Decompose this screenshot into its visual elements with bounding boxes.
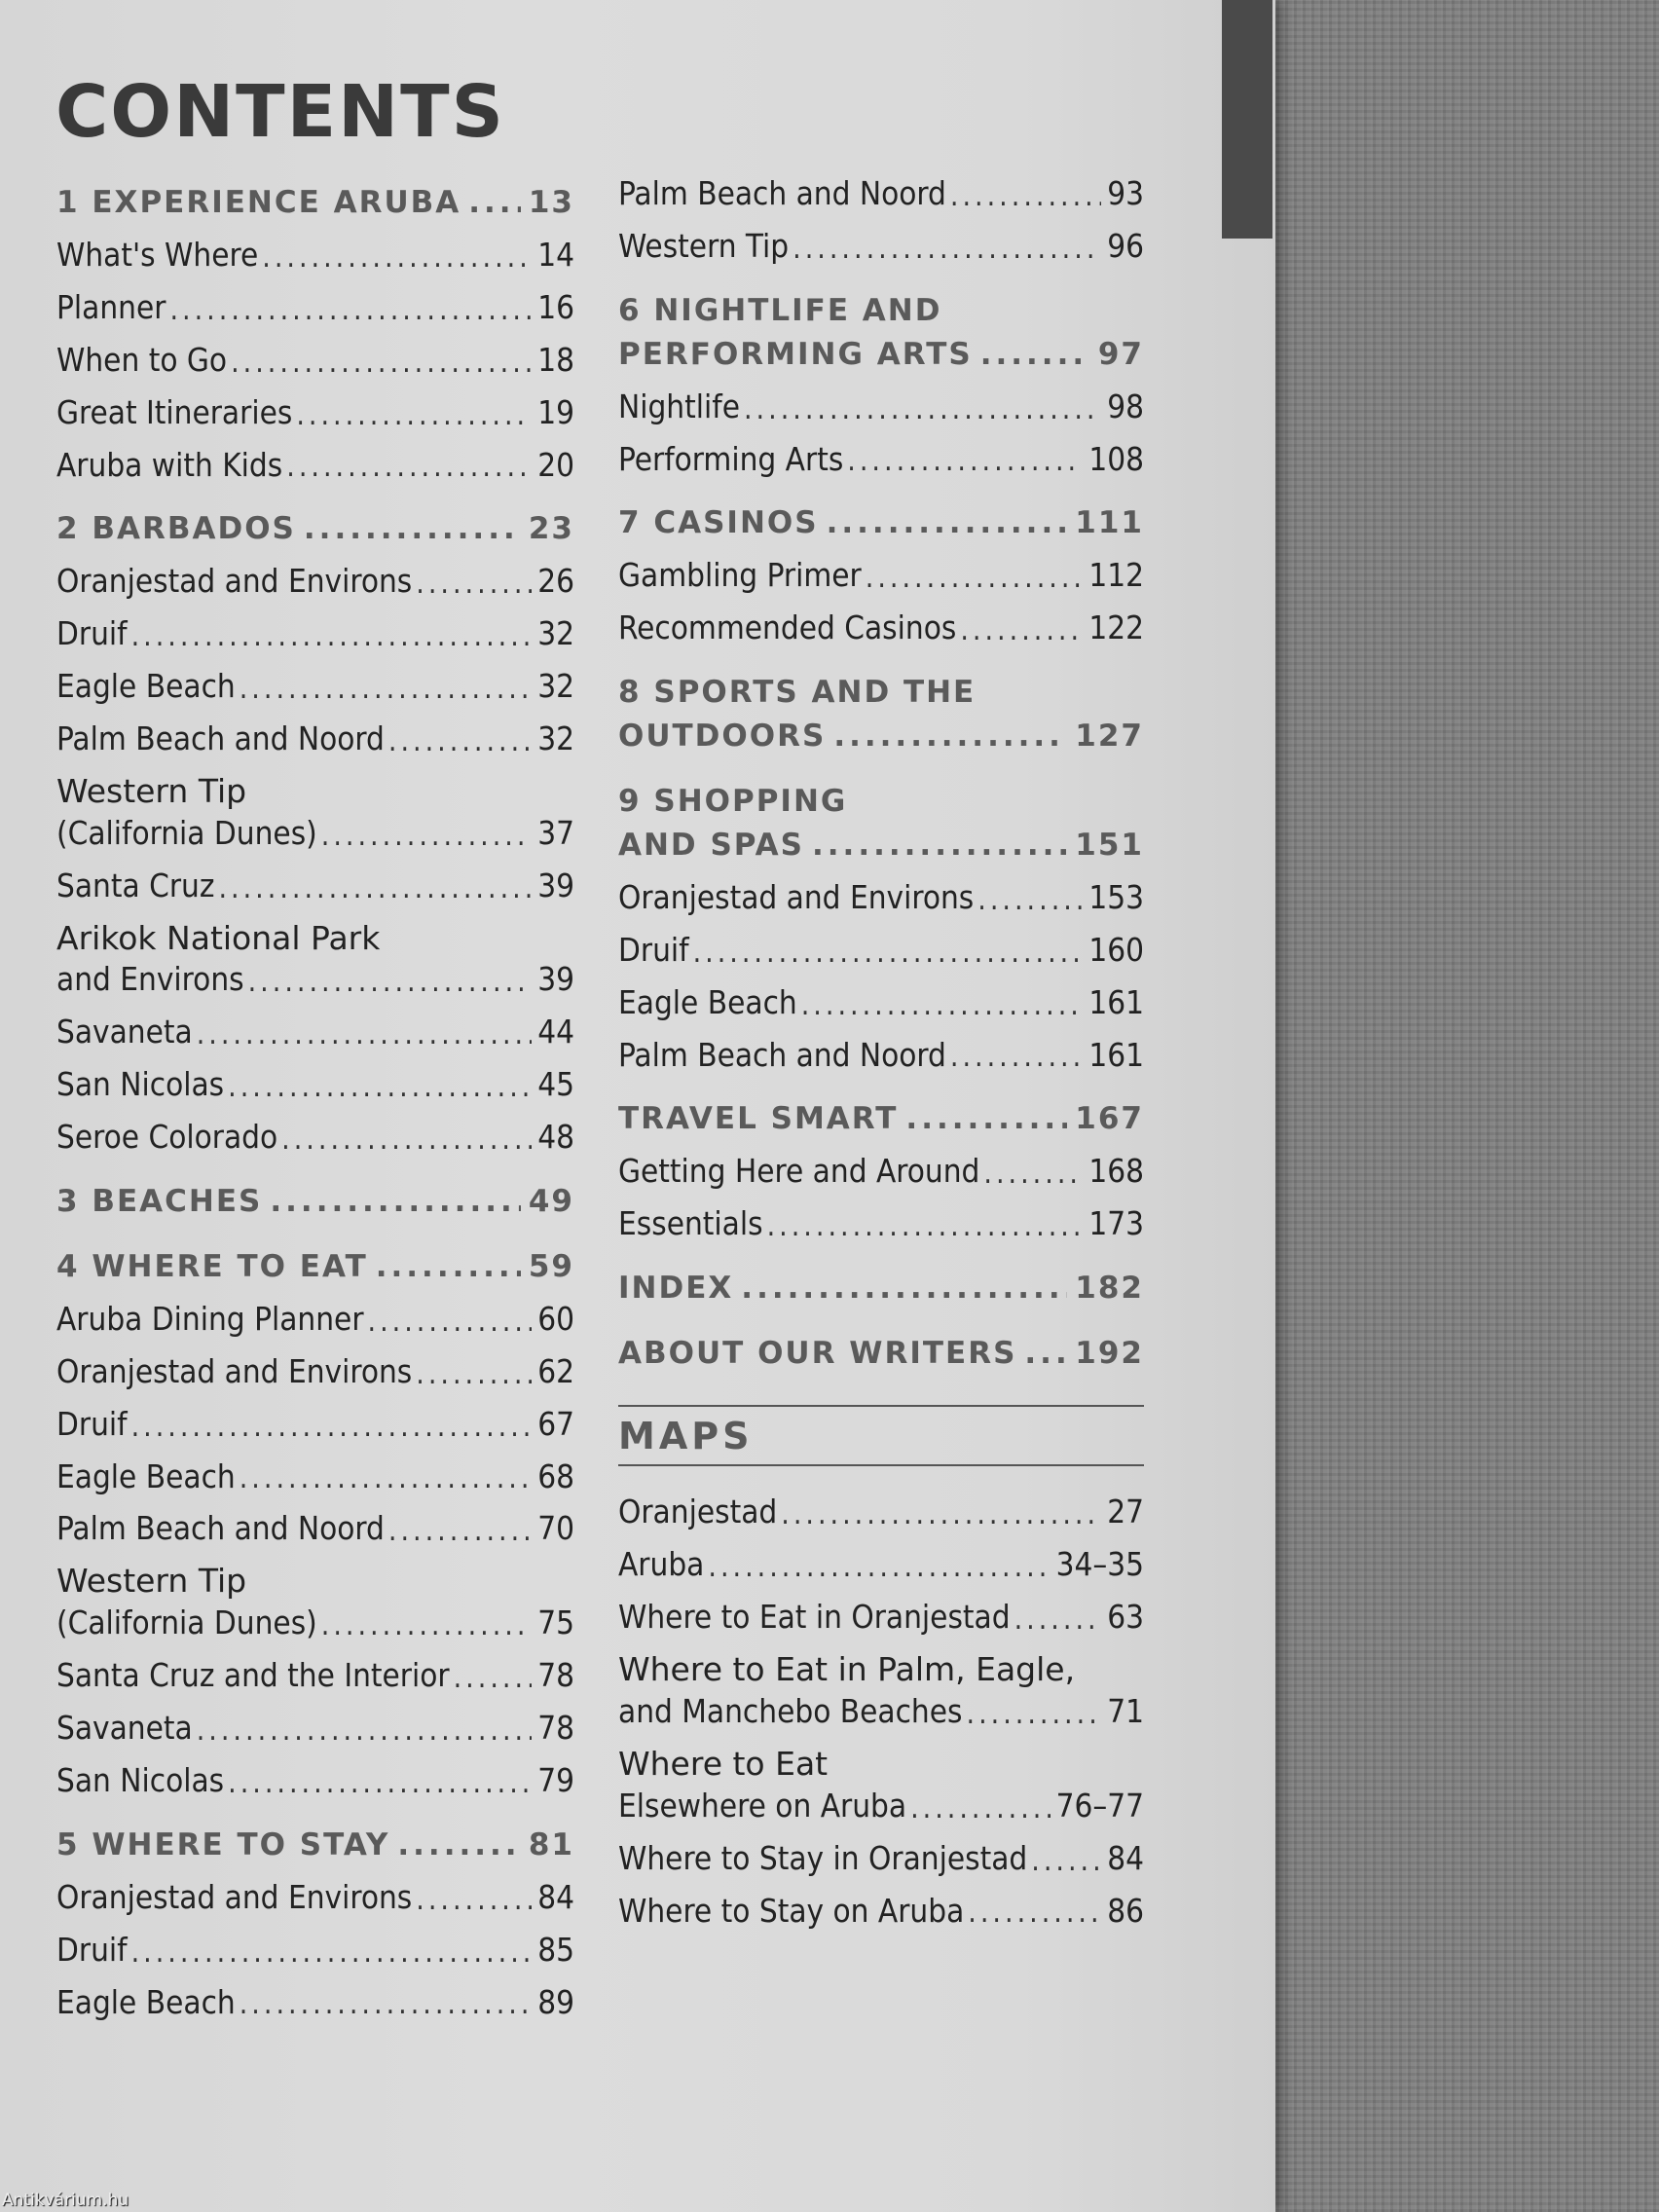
dot-leader — [950, 1038, 1083, 1076]
toc-page-number: 76–77 — [1055, 1786, 1144, 1825]
dot-leader — [767, 1207, 1084, 1245]
toc-page-number: 161 — [1088, 982, 1144, 1021]
toc-entry-label: Western Tip — [618, 226, 790, 265]
toc-entry[interactable] — [56, 959, 574, 1001]
toc-page-number: 45 — [537, 1065, 574, 1104]
toc-section-label: 7 CASINOS — [618, 505, 819, 541]
maps-top-rule — [618, 1405, 1144, 1407]
dot-leader — [262, 239, 532, 276]
toc-page-number: 78 — [537, 1656, 574, 1695]
dot-leader — [910, 1789, 1051, 1827]
toc-section-label: 2 BARBADOS — [56, 511, 296, 547]
toc-page-number: 79 — [537, 1760, 574, 1799]
toc-page-number: 32 — [537, 719, 574, 757]
watermark: Antikvárium.hu — [2, 2191, 129, 2210]
toc-page-number: 14 — [537, 235, 574, 274]
dot-leader — [708, 1548, 1050, 1586]
toc-page-number: 60 — [537, 1299, 574, 1338]
toc-section-heading-line — [618, 671, 1144, 715]
toc-entry[interactable] — [618, 439, 1144, 481]
toc-entry[interactable] — [618, 1691, 1144, 1733]
toc-entry[interactable] — [56, 340, 574, 382]
dot-leader — [397, 1824, 521, 1867]
toc-page-number: 26 — [537, 562, 574, 601]
toc-entry[interactable] — [618, 1786, 1144, 1827]
dot-leader — [416, 1881, 532, 1919]
dot-leader — [801, 986, 1084, 1024]
toc-entry-label: Oranjestad and Environs — [56, 1351, 413, 1390]
dot-leader — [169, 291, 532, 329]
toc-section-heading[interactable] — [618, 715, 1144, 758]
toc-entry-label: Druif — [56, 614, 128, 653]
toc-entry-label: Palm Beach and Noord — [56, 1509, 385, 1548]
toc-entry-label: Savaneta — [56, 1709, 193, 1748]
toc-left-column — [56, 181, 574, 2034]
toc-section-label: 9 SHOPPING — [618, 784, 848, 820]
toc-section-label: OUTDOORS — [618, 719, 827, 755]
toc-entry[interactable] — [56, 1404, 574, 1446]
dot-leader — [866, 559, 1084, 597]
dot-leader — [950, 177, 1101, 215]
toc-entry-label: Druif — [56, 1930, 128, 1969]
toc-page-number: 85 — [537, 1930, 574, 1969]
dot-leader — [296, 396, 532, 434]
toc-entry-label: Palm Beach and Noord — [618, 1035, 946, 1074]
toc-section-heading-line — [618, 780, 1144, 824]
dot-leader — [960, 611, 1083, 649]
toc-entry-label: Oranjestad — [618, 1493, 778, 1531]
toc-page-number: 75 — [537, 1604, 574, 1642]
dot-leader — [980, 333, 1090, 377]
toc-entry-label: Where to Stay on Aruba — [618, 1891, 965, 1930]
toc-entry-label: Palm Beach and Noord — [618, 174, 946, 212]
toc-section-heading[interactable] — [56, 1824, 574, 1867]
dot-leader — [131, 1408, 533, 1446]
toc-entry[interactable] — [56, 1655, 574, 1697]
toc-section-label: 4 WHERE TO EAT — [56, 1248, 368, 1284]
toc-page-number: 49 — [528, 1184, 574, 1220]
dot-leader — [847, 442, 1083, 480]
dot-leader — [416, 1355, 532, 1393]
toc-entry-label: San Nicolas — [56, 1065, 225, 1104]
toc-entry[interactable] — [618, 226, 1144, 268]
dot-leader — [228, 1764, 532, 1802]
toc-right-column — [618, 173, 1144, 1942]
toc-section-label: 8 SPORTS AND THE — [618, 675, 977, 711]
toc-entry[interactable] — [618, 1151, 1144, 1193]
toc-entry-label: (California Dunes) — [56, 1604, 317, 1642]
toc-entry-label: Performing Arts — [618, 439, 844, 478]
toc-section-heading[interactable] — [56, 1180, 574, 1224]
toc-page-number: 71 — [1107, 1692, 1144, 1731]
toc-entry[interactable] — [56, 392, 574, 434]
toc-entry[interactable] — [56, 719, 574, 760]
dot-leader — [905, 1097, 1067, 1141]
toc-page-number: 44 — [537, 1013, 574, 1051]
toc-page-number: 39 — [537, 866, 574, 904]
toc-section-label: 1 EXPERIENCE ARUBA — [56, 185, 461, 220]
dot-leader — [454, 1659, 533, 1697]
toc-page-number: 111 — [1075, 505, 1144, 541]
dot-leader — [968, 1894, 1101, 1932]
toc-entry-label: Planner — [56, 287, 166, 326]
maps-heading: MAPS — [618, 1415, 754, 1458]
toc-entry[interactable] — [56, 866, 574, 907]
toc-entry[interactable] — [56, 1117, 574, 1159]
toc-page-number: 18 — [537, 340, 574, 379]
dot-leader — [131, 617, 533, 655]
toc-entry[interactable] — [618, 1492, 1144, 1533]
dot-leader — [1024, 1332, 1067, 1376]
toc-entry-label: Aruba Dining Planner — [56, 1299, 364, 1338]
toc-entry[interactable] — [56, 1877, 574, 1919]
toc-page-number: 78 — [537, 1709, 574, 1748]
toc-page-number: 151 — [1075, 827, 1144, 863]
toc-entry-label: Eagle Beach — [56, 1982, 236, 2021]
toc-entry[interactable] — [56, 1351, 574, 1393]
toc-entry[interactable] — [618, 877, 1144, 919]
toc-entry[interactable] — [56, 1456, 574, 1498]
toc-page-number: 48 — [537, 1118, 574, 1157]
toc-section-label: 5 WHERE TO STAY — [56, 1826, 390, 1862]
toc-entry[interactable] — [618, 1035, 1144, 1077]
dot-leader — [781, 1495, 1101, 1533]
toc-entry-label: Gambling Primer — [618, 556, 862, 595]
toc-entry[interactable] — [618, 1597, 1144, 1639]
toc-page-number: 86 — [1107, 1891, 1144, 1930]
dot-leader — [983, 1155, 1083, 1193]
toc-page-number: 98 — [1107, 387, 1144, 425]
toc-entry-label: Oranjestad and Environs — [56, 562, 413, 601]
dot-leader — [833, 715, 1067, 758]
toc-entry[interactable] — [56, 1760, 574, 1802]
page-tab — [1222, 0, 1272, 239]
toc-entry[interactable] — [56, 1930, 574, 1972]
toc-entry[interactable] — [56, 1708, 574, 1750]
dot-leader — [131, 1934, 533, 1972]
toc-section-label: ABOUT OUR WRITERS — [618, 1336, 1017, 1372]
toc-entry[interactable] — [56, 235, 574, 276]
dot-leader — [304, 507, 521, 551]
toc-page-number: 161 — [1088, 1035, 1144, 1074]
toc-section-heading[interactable] — [618, 1332, 1144, 1376]
toc-entry-label: Elsewhere on Aruba — [618, 1786, 907, 1825]
toc-entry[interactable] — [56, 813, 574, 855]
dot-leader — [741, 1267, 1067, 1310]
toc-page-number: 37 — [537, 813, 574, 852]
toc-entry[interactable] — [618, 555, 1144, 597]
toc-entry-label: Where to Stay in Oranjestad — [618, 1838, 1028, 1877]
toc-entry[interactable] — [618, 608, 1144, 649]
toc-page-number: 62 — [537, 1351, 574, 1390]
dot-leader — [248, 963, 533, 1001]
toc-entry-label: Nightlife — [618, 387, 740, 425]
toc-page-number: 19 — [537, 392, 574, 431]
toc-entry-label: and Manchebo Beaches — [618, 1692, 963, 1731]
dot-leader — [286, 448, 532, 486]
toc-page-number: 27 — [1107, 1493, 1144, 1531]
toc-entry-label: (California Dunes) — [56, 813, 317, 852]
toc-page-number: 168 — [1088, 1152, 1144, 1191]
toc-page-number: 84 — [1107, 1838, 1144, 1877]
dot-leader — [388, 722, 532, 760]
toc-section-label: 3 BEACHES — [56, 1184, 263, 1220]
toc-entry[interactable] — [618, 1891, 1144, 1933]
toc-page-number: 13 — [528, 185, 574, 220]
toc-entry-label: Oranjestad and Environs — [618, 877, 975, 916]
dot-leader — [1014, 1601, 1102, 1639]
dot-leader — [793, 230, 1101, 268]
dot-leader — [1031, 1842, 1101, 1880]
toc-page-number: 68 — [537, 1456, 574, 1495]
toc-page-number: 32 — [537, 667, 574, 706]
toc-entry-label: Great Itineraries — [56, 392, 293, 431]
toc-entry-label: Eagle Beach — [56, 667, 236, 706]
toc-entry[interactable] — [56, 1064, 574, 1106]
toc-entry[interactable] — [56, 1299, 574, 1341]
toc-section-heading[interactable] — [56, 1245, 574, 1289]
toc-entry[interactable] — [56, 1508, 574, 1550]
toc-entry-label: Santa Cruz and the Interior — [56, 1656, 450, 1695]
toc-entry-line: Where to Eat — [618, 1744, 829, 1783]
toc-entry[interactable] — [618, 1544, 1144, 1586]
toc-entry-label: What's Where — [56, 235, 259, 274]
toc-entry[interactable] — [618, 1838, 1144, 1880]
toc-entry-label: Druif — [56, 1404, 128, 1443]
dot-leader — [468, 181, 521, 225]
dot-leader — [321, 817, 532, 855]
toc-page-number: 70 — [537, 1509, 574, 1548]
toc-page-number: 84 — [537, 1877, 574, 1916]
toc-page-number: 108 — [1088, 439, 1144, 478]
dot-leader — [388, 1512, 532, 1550]
dot-leader — [281, 1121, 532, 1159]
dot-leader — [197, 1015, 533, 1053]
toc-entry-label: and Environs — [56, 960, 244, 999]
dot-leader — [270, 1180, 521, 1224]
dot-leader — [240, 670, 532, 708]
toc-entry[interactable] — [618, 982, 1144, 1024]
toc-page-number: 167 — [1075, 1101, 1144, 1137]
toc-page-number: 173 — [1088, 1204, 1144, 1243]
toc-entry[interactable] — [618, 173, 1144, 215]
toc-section-label: TRAVEL SMART — [618, 1101, 899, 1137]
toc-page-number: 59 — [528, 1248, 574, 1284]
toc-entry-label: Eagle Beach — [618, 982, 797, 1021]
toc-entry-label: Oranjestad and Environs — [56, 1877, 413, 1916]
toc-entry[interactable] — [56, 613, 574, 655]
toc-page-number: 122 — [1088, 608, 1144, 647]
toc-page-number: 67 — [537, 1404, 574, 1443]
dot-leader — [812, 824, 1067, 867]
toc-section-heading[interactable] — [618, 1097, 1144, 1141]
dot-leader — [240, 1985, 532, 2023]
toc-section-heading[interactable] — [618, 824, 1144, 867]
background-fabric — [1266, 0, 1659, 2212]
toc-entry[interactable] — [56, 666, 574, 708]
dot-leader — [416, 565, 532, 603]
toc-page-number: 81 — [528, 1826, 574, 1862]
page-title: CONTENTS — [55, 70, 505, 154]
dot-leader — [228, 1068, 532, 1106]
toc-entry[interactable] — [56, 561, 574, 603]
toc-page-number: 160 — [1088, 930, 1144, 969]
toc-section-label: INDEX — [618, 1271, 734, 1307]
toc-entry[interactable] — [56, 1603, 574, 1644]
dot-leader — [693, 934, 1084, 972]
toc-entry[interactable] — [56, 1012, 574, 1053]
toc-entry-line: Where to Eat in Palm, Eagle, — [618, 1650, 1076, 1689]
toc-entry-label: San Nicolas — [56, 1760, 225, 1799]
dot-leader — [376, 1245, 521, 1289]
toc-section-label: PERFORMING ARTS — [618, 336, 973, 372]
toc-entry-label: Santa Cruz — [56, 866, 215, 904]
toc-entry-line: Western Tip — [56, 771, 247, 810]
dot-leader — [197, 1712, 533, 1750]
toc-page-number: 20 — [537, 445, 574, 484]
toc-page-number: 97 — [1097, 336, 1144, 372]
toc-section-label: AND SPAS — [618, 827, 804, 863]
dot-leader — [744, 390, 1101, 428]
toc-page-number: 34–35 — [1055, 1545, 1144, 1584]
toc-page-number: 39 — [537, 960, 574, 999]
toc-section-heading[interactable] — [56, 507, 574, 551]
toc-entry-label: Eagle Beach — [56, 1456, 236, 1495]
maps-bottom-rule — [618, 1464, 1144, 1466]
maps-list — [618, 1492, 1144, 1932]
dot-leader — [231, 344, 532, 382]
toc-entry-label: Aruba — [618, 1545, 705, 1584]
toc-entry[interactable] — [56, 445, 574, 487]
toc-entry-label: Savaneta — [56, 1013, 193, 1051]
toc-page-number: 192 — [1075, 1336, 1144, 1372]
toc-entry[interactable] — [56, 1982, 574, 2024]
toc-page-number: 182 — [1075, 1271, 1144, 1307]
toc-entry-label: Recommended Casinos — [618, 608, 957, 647]
toc-right-entries — [618, 173, 1144, 1376]
dot-leader — [368, 1303, 533, 1341]
toc-entry-label: Seroe Colorado — [56, 1118, 278, 1157]
toc-entry-label: Palm Beach and Noord — [56, 719, 385, 757]
toc-entry-label: Where to Eat in Oranjestad — [618, 1598, 1011, 1637]
toc-section-heading[interactable] — [618, 501, 1144, 545]
toc-page-number: 127 — [1075, 719, 1144, 755]
toc-section-heading[interactable] — [618, 1267, 1144, 1310]
toc-page-number: 16 — [537, 287, 574, 326]
toc-entry-line: Western Tip — [56, 1562, 247, 1601]
toc-page-number: 32 — [537, 614, 574, 653]
toc-entry[interactable] — [56, 287, 574, 329]
toc-entry-label: Getting Here and Around — [618, 1152, 980, 1191]
toc-section-heading[interactable] — [56, 181, 574, 225]
toc-page-number: 63 — [1107, 1598, 1144, 1637]
toc-entry[interactable] — [618, 1203, 1144, 1245]
toc-page-number: 96 — [1107, 226, 1144, 265]
toc-entry-label: Essentials — [618, 1204, 763, 1243]
toc-section-heading[interactable] — [618, 333, 1144, 377]
toc-page-number: 23 — [528, 511, 574, 547]
dot-leader — [967, 1695, 1102, 1733]
dot-leader — [321, 1606, 532, 1644]
toc-page-number: 93 — [1107, 174, 1144, 212]
toc-entry[interactable] — [618, 930, 1144, 972]
dot-leader — [218, 869, 532, 907]
toc-page-number: 89 — [537, 1982, 574, 2021]
dot-leader — [827, 501, 1068, 545]
toc-page-number: 153 — [1088, 877, 1144, 916]
toc-entry-label: Aruba with Kids — [56, 445, 283, 484]
toc-entry-label: When to Go — [56, 340, 228, 379]
toc-page-number: 112 — [1088, 556, 1144, 595]
toc-entry-label: Druif — [618, 930, 689, 969]
toc-entry-line: Arikok National Park — [56, 918, 381, 957]
toc-entry[interactable] — [618, 387, 1144, 428]
dot-leader — [240, 1459, 532, 1497]
toc-section-label: 6 NIGHTLIFE AND — [618, 292, 942, 328]
dot-leader — [977, 881, 1083, 919]
toc-section-heading-line — [618, 289, 1144, 333]
